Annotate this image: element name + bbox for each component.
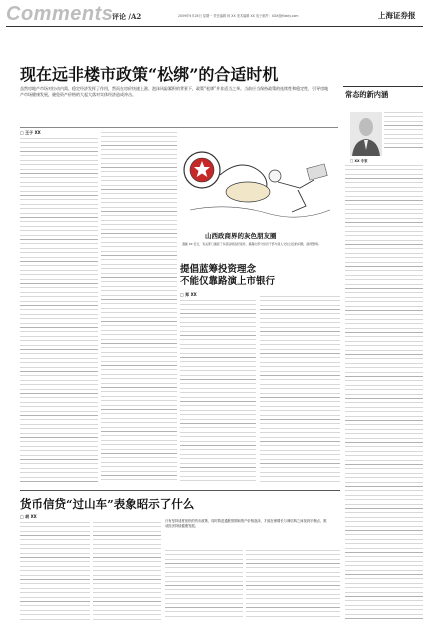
right-intro-text: [384, 112, 423, 148]
bottom-column-4: [246, 550, 340, 620]
main-column-2: [101, 132, 177, 483]
section-word: Comments: [6, 3, 114, 25]
bottom-headline: 货币信贷“过山车”表象昭示了什么: [20, 497, 195, 511]
second-headline-line1: 提倡蓝筹投资理念: [180, 264, 257, 275]
main-lede: 虽然房地产市场对拉动内需、稳定经济发挥了作用，然而在房价快速上涨、泡沫风险累积的背景下，政策“松绑”并非适当之举。当前应当保持政策的连续性和稳定性，引导房地产市场健康发展，避免资产价格的大起大落对实体经济造成冲击。: [20, 86, 329, 97]
bottom-rule: [20, 490, 340, 491]
main-byline: □ 王子 XX: [20, 130, 41, 135]
main-column-1: [20, 138, 98, 483]
right-author: □ XX 专家: [350, 159, 368, 163]
lede-rule: [20, 127, 338, 128]
bottom-byline: □ 胡 XX: [20, 514, 37, 519]
second-column-1: [180, 300, 256, 483]
newspaper-name: 上海证券报: [378, 11, 416, 20]
second-headline: [180, 264, 340, 288]
main-headline: 现在远非楼市政策“松绑”的合适时机: [20, 65, 279, 84]
cartoon-caption: 漫画 XX 近日，有关部门通报了多起违规违纪案件，暴露出部分党员干部与商人交往过密的问题，值得警惕。: [182, 242, 321, 246]
bottom-pull-quote: 只有坚持适度宽松的货币政策，同时防范通胀预期和资产价格泡沫，才能在保增长与调结构之间找到平衡点，推动经济持续健康发展。: [165, 519, 327, 528]
bottom-column-3: [165, 550, 243, 620]
second-headline-line2: 不能仅靠路演上市银行: [180, 276, 276, 287]
bottom-column-1: [20, 522, 90, 620]
right-top-rule: [343, 86, 423, 87]
right-column-title: 常态的新内涵: [345, 90, 389, 99]
section-label: 评论 /A2: [112, 12, 142, 21]
second-byline: □ 郑 XX: [180, 292, 197, 297]
bottom-column-2: [93, 522, 161, 620]
cartoon-illustration: [180, 140, 340, 230]
right-column-text: [345, 165, 423, 620]
author-portrait: [350, 112, 382, 156]
header-rule: [6, 26, 423, 27]
cartoon-title: 山西政商界的灰色朋友圈: [205, 232, 277, 240]
date-meta: 2009年9月28日 星期一 责任编辑 杨 XX 美术编辑 XX 电子邮件：XXX@jfdaily.com: [178, 14, 299, 18]
editorial-cartoon: [180, 140, 340, 230]
second-column-2: [260, 296, 340, 483]
